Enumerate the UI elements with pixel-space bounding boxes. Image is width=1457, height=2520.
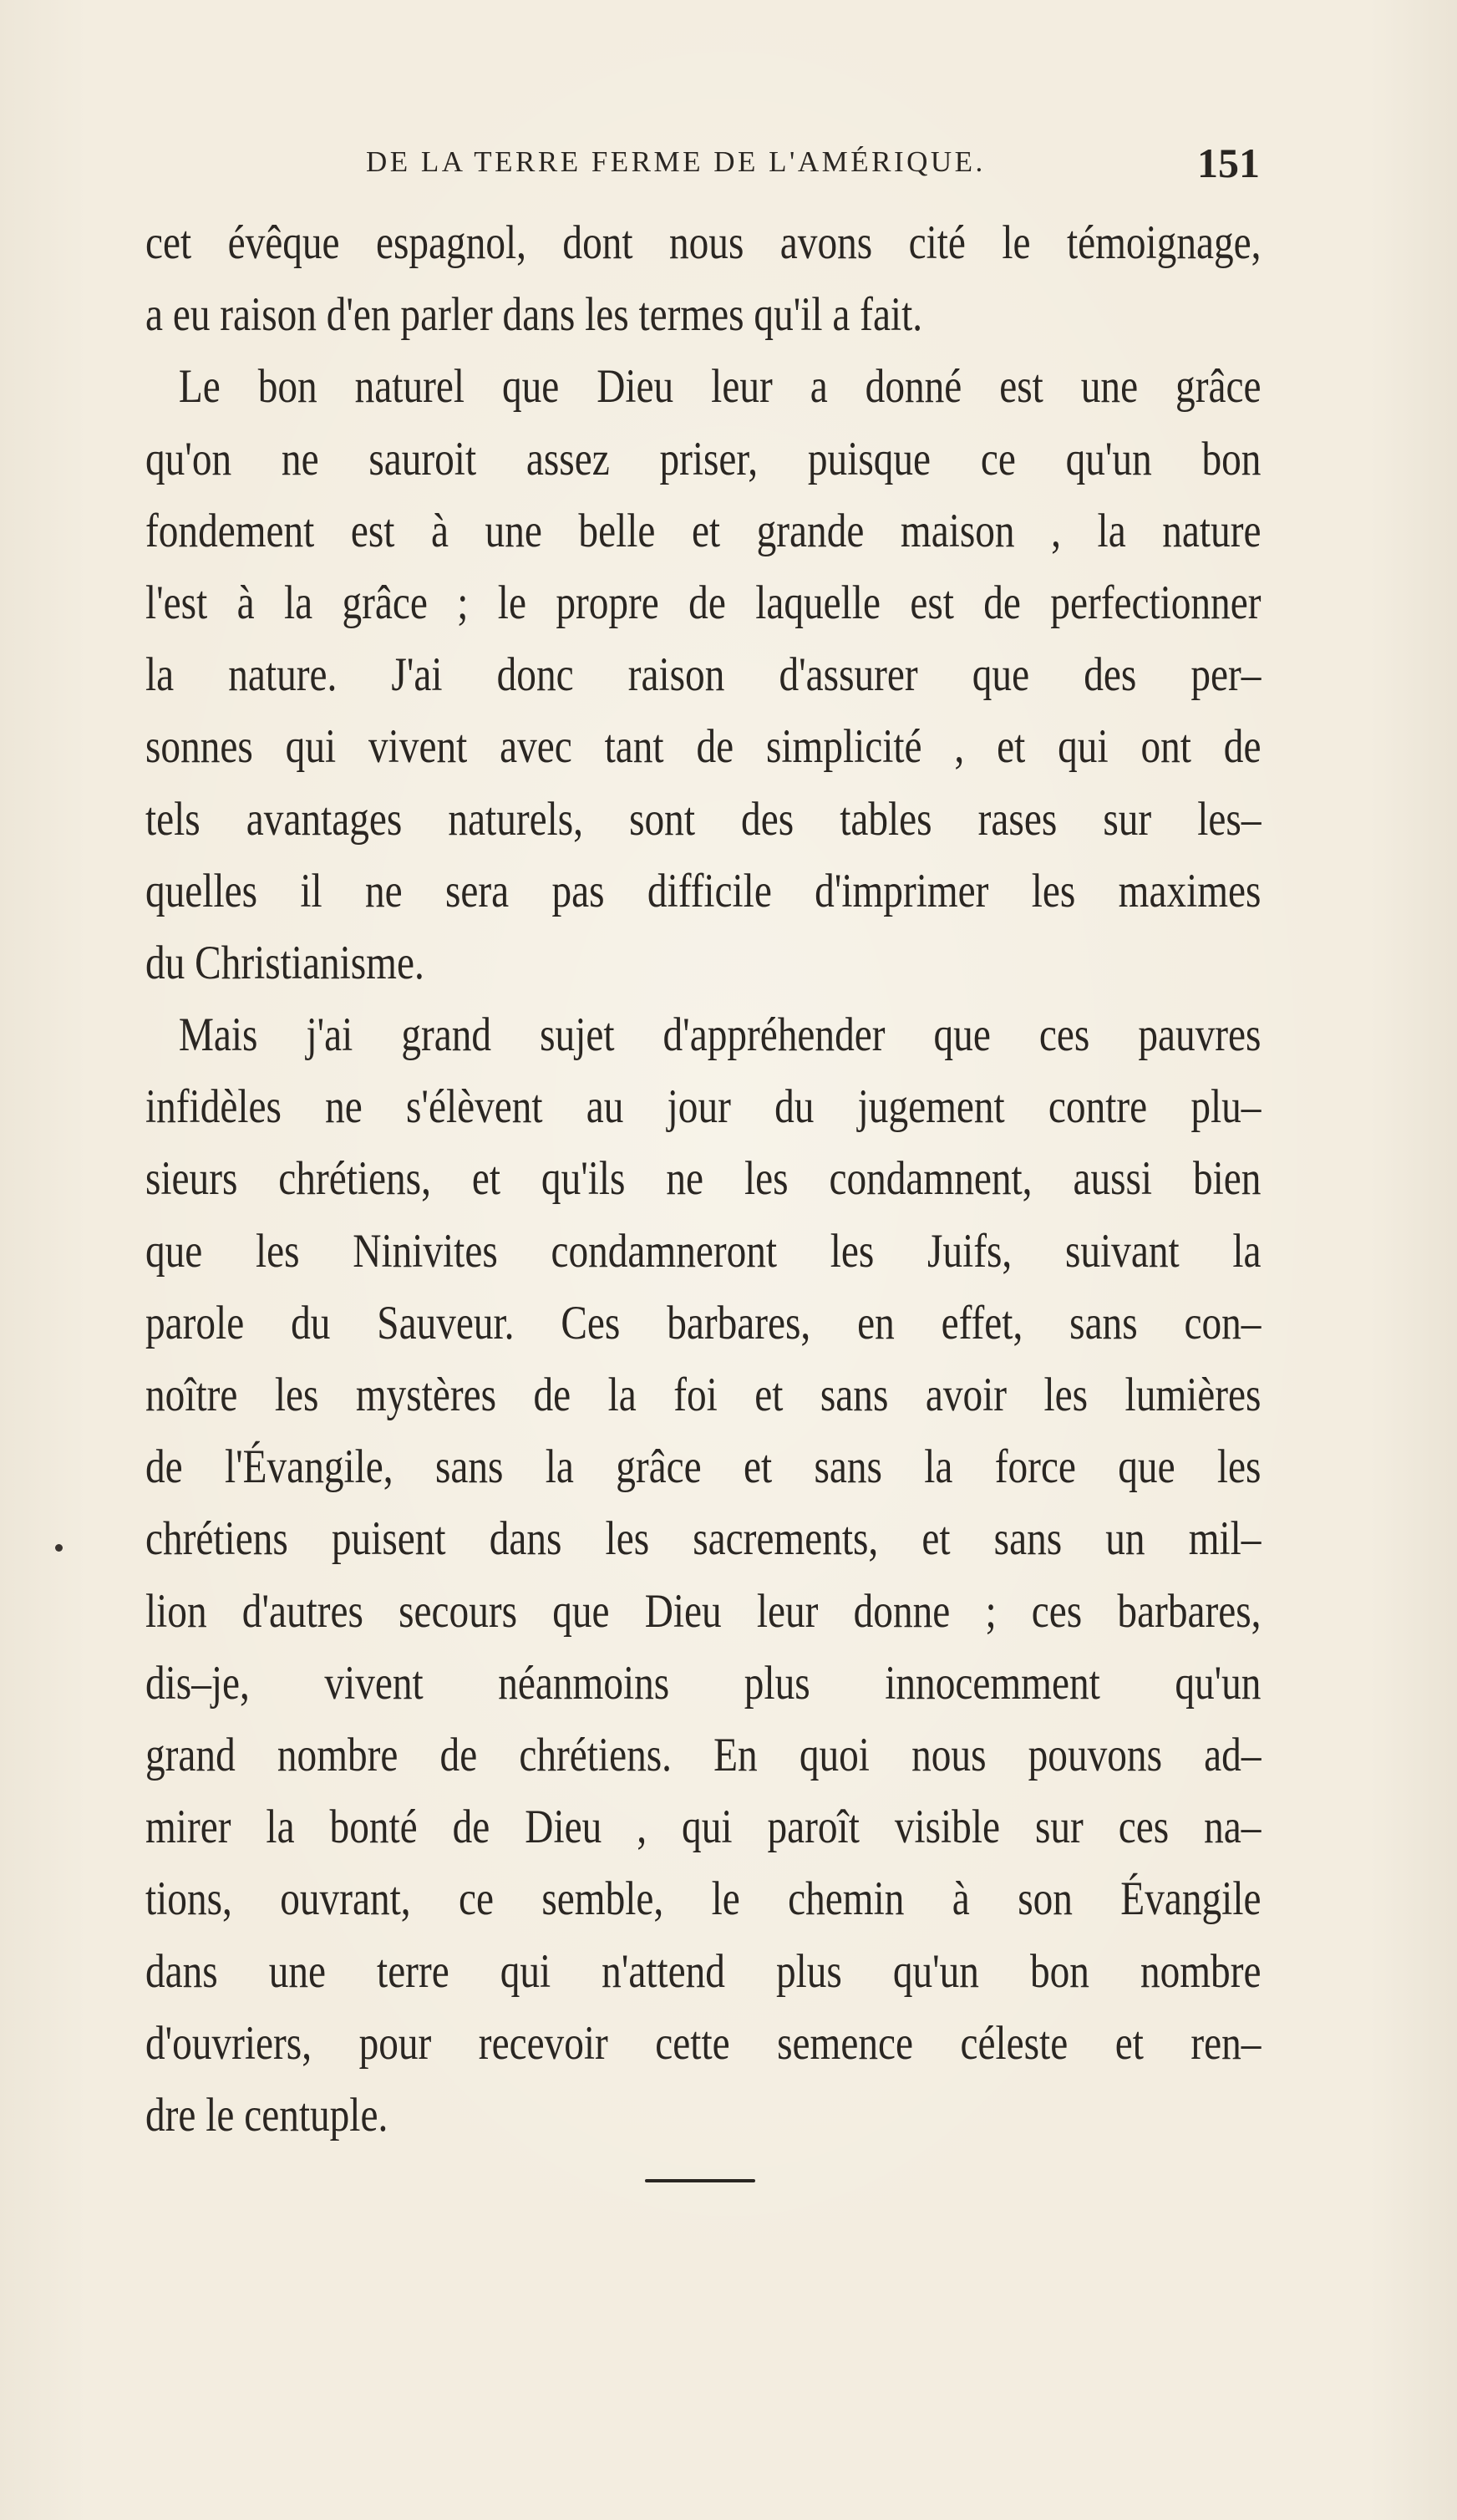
text-line: l'est à la grâce ; le propre de laquelle est de perfectionner	[145, 576, 1262, 629]
page-number: 151	[1197, 140, 1260, 186]
text-line: Le bon naturel que Dieu leur a donné est une grâce	[178, 360, 1262, 414]
text-line: la nature. J'ai donc raison d'assurer que des per–	[145, 648, 1262, 702]
text-line: de l'Évangile, sans la grâce et sans la force que les	[145, 1440, 1262, 1494]
text-line: parole du Sauveur. Ces barbares, en effet, sans con–	[145, 1296, 1262, 1349]
running-title: DE LA TERRE FERME DE L'AMÉRIQUE.	[366, 145, 986, 178]
text-line: que les Ninivites condamneront les Juifs, suivant la	[145, 1224, 1262, 1278]
text-line: fondement est à une belle et grande maison , la nature	[145, 504, 1262, 557]
text-line: qu'on ne sauroit assez priser, puisque ce qu'un bon	[145, 432, 1262, 485]
text-line: mirer la bonté de Dieu , qui paroît visible sur ces na–	[145, 1801, 1262, 1854]
body-text	[145, 207, 1262, 2152]
text-line: tels avantages naturels, sont des tables rases sur les–	[145, 792, 1262, 846]
text-line: d'ouvriers, pour recevoir cette semence céleste et ren–	[145, 2016, 1262, 2070]
text-line: Mais j'ai grand sujet d'appréhender que ces pauvres	[178, 1009, 1262, 1062]
text-line: dre le centuple.	[145, 2088, 388, 2141]
text-line: lion d'autres secours que Dieu leur donne ; ces barbares,	[145, 1584, 1262, 1638]
text-line: chrétiens puisent dans les sacrements, et sans un mil–	[145, 1512, 1262, 1566]
end-rule	[645, 2179, 755, 2182]
text-line: dis–je, vivent néanmoins plus innocemment qu'un	[145, 1656, 1262, 1710]
text-line: grand nombre de chrétiens. En quoi nous pouvons ad–	[145, 1728, 1262, 1781]
text-line: cet évêque espagnol, dont nous avons cité le témoignage,	[145, 216, 1262, 269]
text-line: tions, ouvrant, ce semble, le chemin à son Évangile	[145, 1872, 1262, 1926]
margin-mark	[55, 1544, 63, 1552]
text-line: quelles il ne sera pas difficile d'imprimer les maximes	[145, 864, 1262, 917]
text-line: a eu raison d'en parler dans les termes qu'il a fait.	[145, 288, 923, 342]
running-head	[366, 140, 1260, 191]
text-line: sonnes qui vivent avec tant de simplicité , et qui ont de	[145, 720, 1262, 774]
text-line: dans une terre qui n'attend plus qu'un bon nombre	[145, 1944, 1262, 1998]
text-line: noître les mystères de la foi et sans avoir les lumières	[145, 1369, 1262, 1421]
text-line: infidèles ne s'élèvent au jour du jugement contre plu–	[145, 1080, 1262, 1134]
text-line: sieurs chrétiens, et qu'ils ne les condamnent, aussi bien	[145, 1152, 1262, 1206]
text-line: du Christianisme.	[145, 936, 424, 989]
